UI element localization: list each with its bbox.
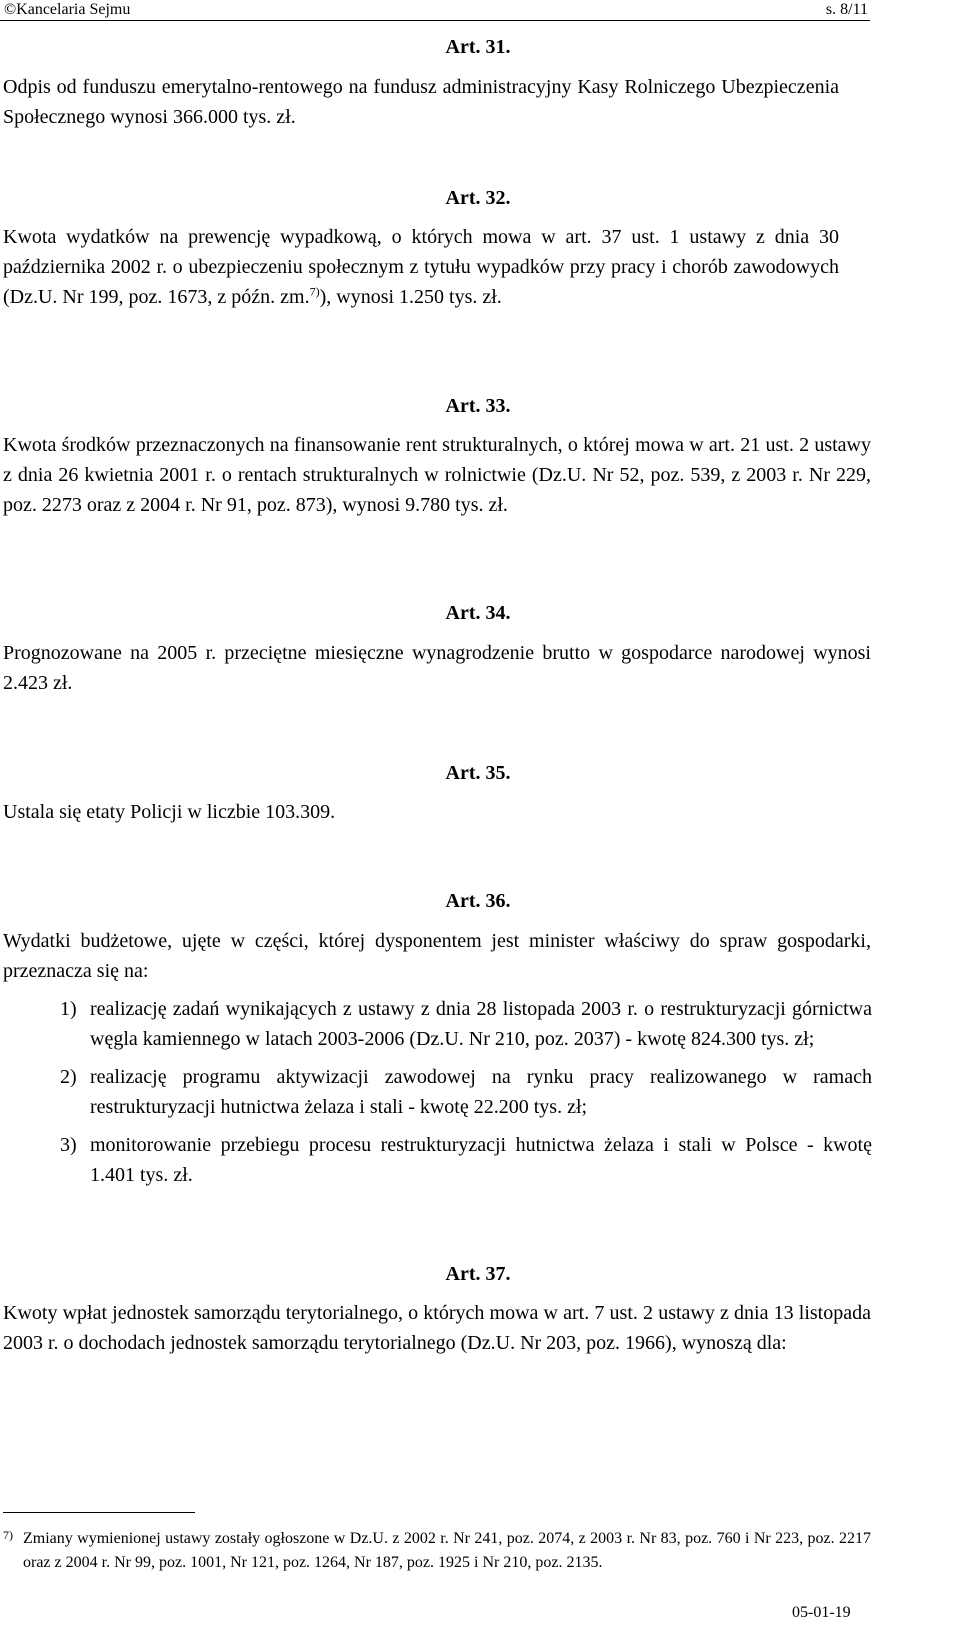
list-item [60,1062,872,1122]
art-36-text: Wydatki budżetowe, ujęte w części, której dysponentem jest minister właściwy do spraw gospodarki, przeznacza się na: [3,930,871,982]
footnote-text: Zmiany wymienionej ustawy zostały ogłoszone w Dz.U. z 2002 r. Nr 241, poz. 2074, z 2003 r. Nr 83, poz. 760 i Nr 223, poz. 2217 oraz z 2004 r. Nr 99, poz. 1001, Nr 121, poz. 1264, Nr 187, poz. 1925 i Nr 210, poz. 2135. [23,1530,871,1571]
header-source: ©Kancelaria Sejmu [4,1,131,18]
art-31-heading: Art. 31. [445,36,511,58]
art-37-heading: Art. 37. [445,1263,511,1285]
art-36-list [60,994,872,1190]
art-31-text: Odpis od funduszu emerytalno-rentowego na fundusz administracyjny Kasy Rolniczego Ubezpieczenia Społecznego wynosi 366.000 tys. zł. [3,76,839,128]
footnote-ref-7[interactable]: 7) [309,284,320,299]
list-item-number: 2) [60,1066,77,1088]
footnote-7 [3,1527,871,1575]
list-item-number: 1) [60,998,77,1020]
list-item [60,1130,872,1190]
list-item-text: monitorowanie przebiegu procesu restrukturyzacji hutnictwa żelaza i stali w Polsce - kwotę 1.401 tys. zł. [90,1134,872,1186]
art-34-heading: Art. 34. [445,602,511,624]
art-32-text [3,222,839,312]
art-32-text-after: ), wynosi 1.250 tys. zł. [319,286,502,308]
art-33-text: Kwota środków przeznaczonych na finansowanie rent strukturalnych, o której mowa w art. 21 ust. 2 ustawy z dnia 26 kwietnia 2001 r. o rentach strukturalnych w rolnictwie (Dz.U. Nr 52, poz. 539, z 2003 r. Nr 229, poz. 2273 oraz z 2004 r. Nr 91, poz. 873), wynosi 9.780 tys. zł. [3,434,871,516]
list-item-text: realizację zadań wynikających z ustawy z dnia 28 listopada 2003 r. o restrukturyzacji górnictwa węgla kamiennego w latach 2003-2006 (Dz.U. Nr 210, poz. 2037) - kwotę 824.300 tys. zł; [90,998,872,1050]
art-34-text: Prognozowane na 2005 r. przeciętne miesięczne wynagrodzenie brutto w gospodarce narodowej wynosi 2.423 zł. [3,642,871,694]
footnote-mark: 7) [3,1528,13,1542]
list-item-text: realizację programu aktywizacji zawodowej na rynku pracy realizowanego w ramach restrukturyzacji hutnictwa żelaza i stali - kwotę 22.200 tys. zł; [90,1066,872,1118]
art-35-text: Ustala się etaty Policji w liczbie 103.309. [3,801,336,823]
art-33-heading: Art. 33. [445,395,511,417]
art-32-heading: Art. 32. [445,187,511,209]
art-37-text: Kwoty wpłat jednostek samorządu terytorialnego, o których mowa w art. 7 ust. 2 ustawy z dnia 13 listopada 2003 r. o dochodach jednostek samorządu terytorialnego (Dz.U. Nr 203, poz. 1966), wynoszą dla: [3,1302,871,1354]
header-page-number: s. 8/11 [825,1,868,18]
art-36-heading: Art. 36. [445,890,511,912]
list-item-number: 3) [60,1134,77,1156]
footnote-divider [3,1512,195,1513]
list-item [60,994,872,1054]
art-32-text-before: Kwota wydatków na prewencję wypadkową, o których mowa w art. 37 ust. 1 ustawy z dnia 30 października 2002 r. o ubezpieczeniu społecznym z tytułu wypadków przy pracy i chorób zawodowych (Dz.U. Nr 199, poz. 1673, z późn. zm. [3,226,839,308]
art-35-heading: Art. 35. [445,762,511,784]
footer-date: 05-01-19 [792,1604,851,1621]
header-divider [0,20,870,21]
